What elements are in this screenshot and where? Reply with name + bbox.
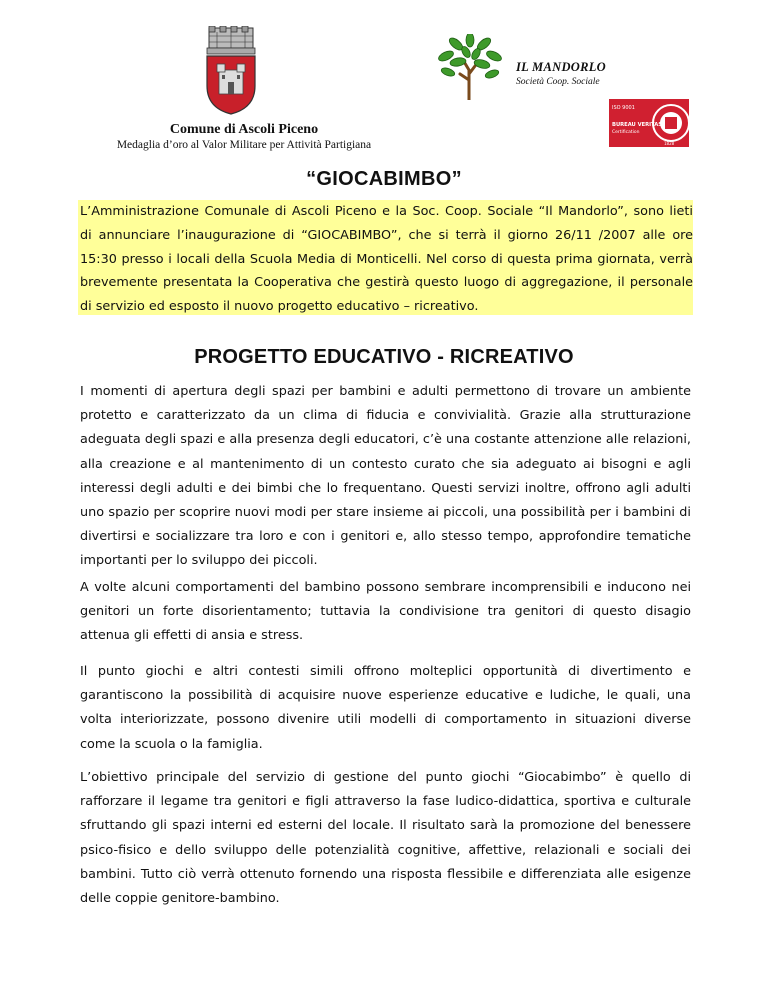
intro-line: L’Amministrazione Comunale di Ascoli Piceno e la Soc. Coop. Sociale “Il Mandorlo”, sono lieti <box>80 204 693 219</box>
text-line: delle coppie genitore-bambino. <box>80 891 280 907</box>
text-line: attenua gli effetti di ansia e stress. <box>80 628 304 644</box>
comune-heading <box>0 122 468 151</box>
comune-crest-logo <box>203 26 259 116</box>
text-line: I momenti di apertura degli spazi per bambini e adulti permettono di trovare un ambiente <box>80 384 691 399</box>
cert-brand-text: BUREAU VERITAS <box>612 122 662 128</box>
text-line: alla creazione e al mantenimento di un contesto curato che sia adeguato ai bisogni e agli <box>80 456 691 472</box>
text-line: Il punto giochi e altri contesti simili offrono molteplici opportunità di divertimento e <box>80 664 691 679</box>
intro-line: brevemente presentata la Cooperativa che gestirà questo luogo di aggregazione, il personale <box>80 275 693 291</box>
text-line: sfruttando gli spazi interni ed esterni del locale. Il risultato sarà la promozione del benessere <box>80 818 691 834</box>
intro-highlight-box <box>78 200 693 315</box>
text-line: psico-fisico e dello sviluppo delle potenzialità cognitive, affettive, relazionali e sociali dei <box>80 842 691 858</box>
comune-name: Comune di Ascoli Piceno <box>169 122 319 137</box>
bureau-veritas-cert-logo <box>609 99 689 147</box>
text-line: interessi degli adulti e dei bimbi che lo frequentano. Questi servizi inoltre, offrono agli adulti <box>80 480 691 496</box>
coop-name: IL MANDORLO <box>516 60 606 74</box>
text-line: L’obiettivo principale del servizio di gestione del punto giochi “Giocabimbo” è quello di <box>80 770 691 785</box>
text-line: adeguata degli spazi e alla presenza degli educatori, c’è una costante attenzione alle relazioni, <box>80 432 691 448</box>
page-title: “GIOCABIMBO” <box>306 168 462 190</box>
text-line: come la scuola o la famiglia. <box>80 736 263 752</box>
paragraph-4 <box>80 766 691 911</box>
text-line: rafforzare il legame tra genitori e figli attraverso la fase ludico-didattica, sportiva e culturale <box>80 794 691 810</box>
text-line: genitori un forte disorientamento; tuttavia la condivisione tra genitori di questo disagio <box>80 604 691 620</box>
intro-line: di servizio ed esposto il nuovo progetto educativo – ricreativo. <box>80 299 479 315</box>
cert-label-text: Certification <box>612 130 640 135</box>
text-line: protetto e caratterizzato da un clima di fiducia e convivialità. Grazie alla strutturazione <box>80 408 691 424</box>
cert-iso-text: ISO 9001 <box>612 105 635 111</box>
paragraph-2 <box>80 576 691 649</box>
paragraph-3 <box>80 660 691 757</box>
text-line: divertirsi e socializzare tra loro e con i genitori e, allo stesso tempo, approfondire tematiche <box>80 529 691 545</box>
paragraph-1 <box>80 380 691 574</box>
mandorlo-tree-logo <box>436 34 506 100</box>
coop-subtitle: Società Coop. Sociale <box>516 77 600 87</box>
text-line: importanti per lo sviluppo dei piccoli. <box>80 553 318 569</box>
intro-line: 15:30 presso i locali della Scuola Media di Monticelli. Nel corso di questa prima giornata, verrà <box>80 251 693 267</box>
text-line: uno spazio per scoprire nuovi modi per stare insieme ai piccoli, una possibilità per i bambini di <box>80 505 691 521</box>
text-line: garantiscono la possibilità di acquisire nuove esperienze educative e ludiche, le quali, una <box>80 688 691 704</box>
coop-heading <box>516 60 606 87</box>
cert-year-text: 1828 <box>664 141 675 146</box>
text-line: volta interiorizzate, possono divenire utili modelli di comportamento in situazioni diverse <box>80 712 691 728</box>
comune-subtitle: Medaglia d’oro al Valor Militare per Attività Partigiana <box>116 139 372 151</box>
text-line: A volte alcuni comportamenti del bambino possono sembrare incomprensibili e inducono nei <box>80 580 691 595</box>
intro-line: di annunciare l’inaugurazione di “GIOCABIMBO”, che si terrà il giorno 26/11 /2007 alle ore <box>80 227 693 243</box>
text-line: bambini. Tutto ciò verrà ottenuto fornendo una risposta flessibile e differenziata alle esigenze <box>80 866 691 882</box>
section-heading: PROGETTO EDUCATIVO - RICREATIVO <box>194 346 574 368</box>
